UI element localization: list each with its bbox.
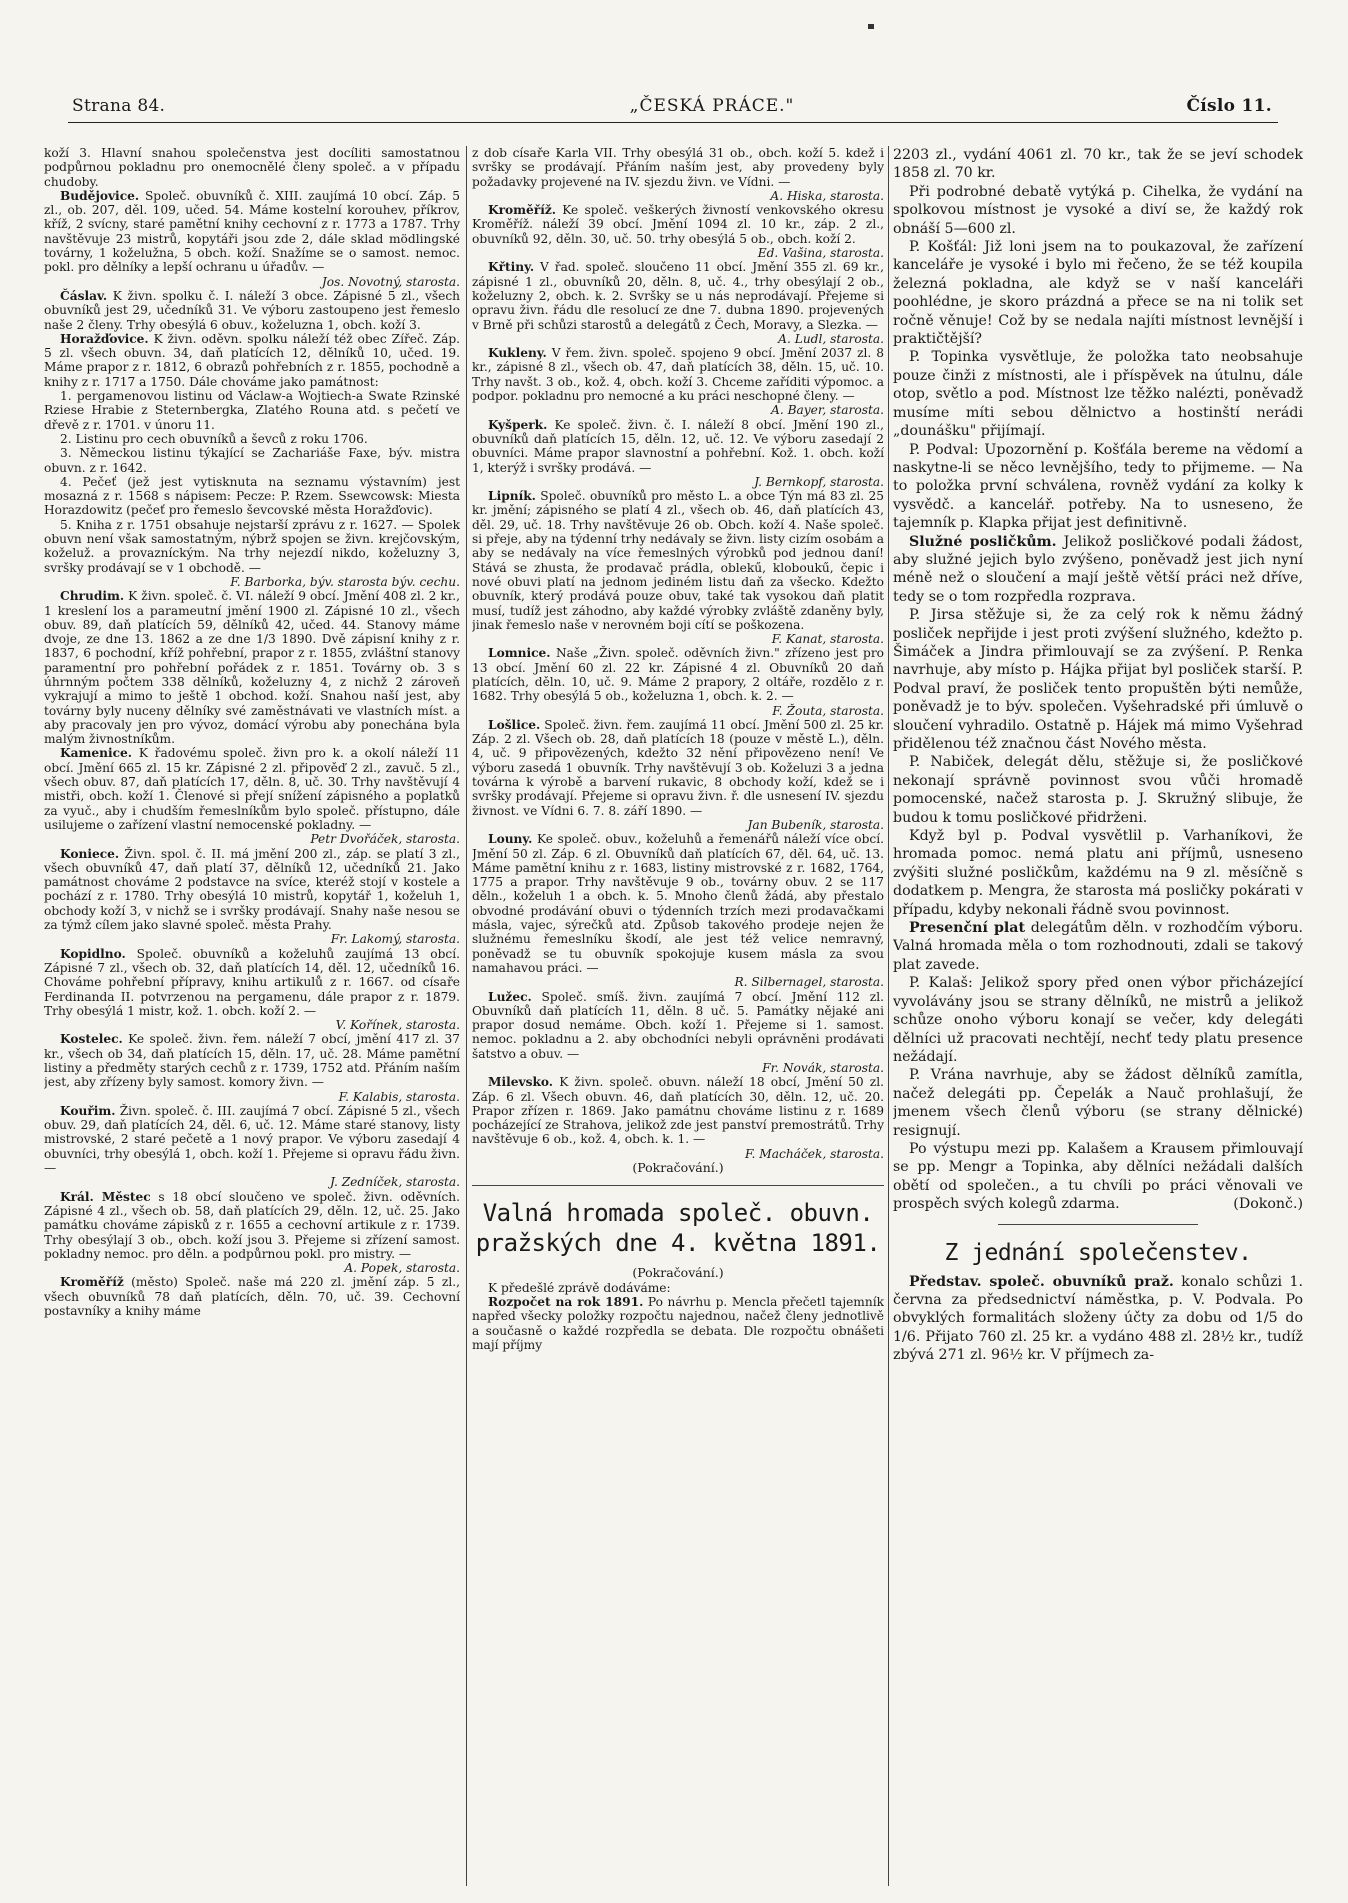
entry-heading: Král. Městec xyxy=(60,1189,151,1204)
paragraph-text: 2203 zl., vydání 4061 zl. 70 kr., tak že se jeví schodek 1858 zl. 70 kr. xyxy=(893,147,1303,182)
entry-heading: Rozpočet na rok 1891. xyxy=(488,1294,644,1309)
entry-heading: Křtiny. xyxy=(488,260,535,275)
article-title: Valná hromada společ. obuvn. pražských dne 4. května 1891. xyxy=(475,1199,881,1258)
entry-heading: Kroměříž xyxy=(60,1275,124,1290)
column-divider-1 xyxy=(466,146,467,1886)
signature: R. Silbernagel, starosta. xyxy=(734,975,884,990)
signature: Jos. Novotný, starosta. xyxy=(321,274,460,289)
paragraph xyxy=(44,1032,460,1089)
paragraph xyxy=(472,418,884,475)
paragraph-text: P. Nabiček, delegát dělu, stěžuje si, že posličkové nekonají správně povinnost svou vůči hromadě pomocenské, načež starosta p. J. Skružný slibuje, že budou k tomu posličkové přidrženi. xyxy=(893,754,1303,826)
entry-heading: Lomnice. xyxy=(488,646,551,661)
entry-heading: Lipník. xyxy=(488,489,536,504)
paragraph-text: P. Podval: Upozornění p. Košťála bereme na vědomí a naskytne-li se něco levnějšího, tedy to přijmeme. — Na to položka první schválena, rovněž vydání za kolky k vysvědč. a kancelář. potřeby. Na to usneseno, že tajemník p. Klapka přijat jest definitivně. xyxy=(893,441,1303,532)
entry-heading: Kukleny. xyxy=(488,346,547,361)
entry-heading: Kopidlno. xyxy=(60,946,126,961)
page-header xyxy=(72,96,1272,120)
signature: Fr. Novák, starosta. xyxy=(762,1061,884,1075)
signature: F. Macháček, starosta. xyxy=(744,1146,884,1161)
signature: A. Bayer, starosta. xyxy=(771,403,884,418)
column-3 xyxy=(893,146,1303,1894)
paragraph-text: Živn. společ. č. III. zaujímá 7 obcí. Zápisné 5 zl., všech obuv. 29, daň platících 24, děl. 6, uč. 12. Máme staré stanovy, listy mistrovské, 2 staré pečetě a 1 nový prapor. Ve výboru zasedají 4 obuvníci, trhy obesýlá 1, obch. koží 1. Přejeme si opravu řádu živn. — xyxy=(44,1103,460,1176)
issue-number: Číslo 11. xyxy=(1186,96,1272,116)
continuation-note: (Pokračování.) xyxy=(632,1160,724,1176)
paragraph-text: Jelikož posličkové podali žádost, aby služné jejich bylo zvýšeno, poněvadž jest jich nyní méně než o sloučení a mají ještě větší práci než dříve, tedy se o tom rozpředla rozprava. xyxy=(893,533,1303,605)
paragraph-text: Živn. spol. č. II. má jmění 200 zl., záp. se platí 3 zl., všech obuvníků 47, daň platí 37, dělníků 12, učedníků 21. Jako památnost chováme 2 podstavce na svíce, kteréž stojí v kostele a pochází z r. 1780. Trhy obesýlá 10 mistrů, kopytář 1, koželuh 1, obchody koží 3, v nichž se i svršky prodávají. Snahy naše nesou se za týmž cílem jako slavné společ. města Prahy. xyxy=(44,846,460,933)
paragraph xyxy=(44,589,460,746)
section-rule xyxy=(998,1224,1198,1225)
section-rule xyxy=(472,1185,884,1186)
column-2 xyxy=(472,146,884,1894)
paragraph xyxy=(44,947,460,1018)
paragraph-text: konalo schůzi 1. června za předsednictví náměstka, p. V. Podvala. Po obvyklých formalitách složeny účty za dobu od 1/5 do 1/6. Přijato 760 zl. 25 kr. a vydáno 488 zl. 28½ kr., tudíž zbývá 271 zl. 96½ kr. V příjmech za- xyxy=(893,1273,1303,1364)
paragraph xyxy=(893,974,1303,1066)
entry-heading: Lošlice. xyxy=(488,717,541,732)
entry-heading: Milevsko. xyxy=(488,1075,554,1090)
signature: F. Žouta, starosta. xyxy=(772,703,884,718)
paragraph-text: Společ. obuvníků a koželuhů zaujímá 13 obcí. Zápisné 7 zl., všech ob. 32, daň platících 14, děl. 12, učedníků 16. Chováme pohřební přípravy, knihu artikulů z r. 1667. od císaře Ferdinanda II. potvrzenou na pergamenu, dále prapor z r. 1879. Trhy obesýlá 1 mistr, kož. 1. obch. koží 2. — xyxy=(44,946,460,1018)
paragraph xyxy=(893,146,1303,183)
signature: Fr. Lakomý, starosta. xyxy=(330,932,460,947)
paragraph-text: Ke společ. živn. č. I. náleží 8 obcí. Jmění 190 zl., obuvníků daň platících 15, děln. 12, uč. 12. Ve výboru zasedají 2 obuvníci. Máme prapor slavnostní a pohřební. Kož. 1. obch. koží 1, kterýž i svršky prodává. — xyxy=(472,417,884,475)
signature: A. Hiska, starosta. xyxy=(770,188,884,203)
paragraph xyxy=(44,1190,460,1261)
paragraph xyxy=(44,189,460,275)
signature: J. Zedníček, starosta. xyxy=(330,1175,460,1190)
paragraph-text: Naše „Živn. společ. oděvních živn." zřízeno jest pro 13 obcí. Jmění 60 zl. 22 kr. Zápisné 4 zl. Obuvníků 20 daň platících, děln. 10, uč. 9. Máme 2 prapory, 2 oltáře, rozdělo z r. 1682. Trhy obesýlá 5 ob., koželuzna 1, obch. k. 2. — xyxy=(472,646,884,704)
section-title: Z jednání společenstev. xyxy=(944,1239,1252,1266)
paragraph xyxy=(472,1295,884,1352)
paragraph-text: K řadovému společ. živn pro k. a okolí náleží 11 obcí. Jmění 665 zl. 15 kr. Zápisné 2 zl. připověď 2 zl., zavuč. 5 zl., všech obuv. 87, daň platících 17, děln. 8, uč. 30. Trhy navštěvují 4 mistři, obch. koží 1. Členové si přejí snížení zápisného a poplatků za vyuč., aby i chudším řemeslníkům bylo společ. přístupno, dále usilujeme o zařízení vlastní nemocenské pokladny. — xyxy=(44,746,460,832)
signature: J. Bernkopf, starosta. xyxy=(754,474,884,489)
paragraph xyxy=(472,346,884,403)
paragraph-text: (město) Společ. naše má 220 zl. jmění záp. 5 zl., všech obuvníků 78 daň platících, děln. 70, uč. 39. Cechovní postavníky a knihy máme xyxy=(44,1275,460,1319)
paragraph-text: s 18 obcí sloučeno ve společ. živn. oděvních. Zápisné 4 zl., všech ob. 58, daň platících 29, děln. 12, uč. 25. Jako památku chováme zápisků z r. 1655 a cechovní artikule z r. 1739. Trhy obesýlají 3 ob., obch. koží jsou 3. Přejeme si zřízení samost. pokladny nemoc. pro děln. a podpůrnou pokl. pro mistry. — xyxy=(44,1189,460,1261)
paragraph-text: Společ. obuvníků č. XIII. zaujímá 10 obcí. Záp. 5 zl., ob. 207, děl. 109, učed. 54. Máme kostelní korouhev, příkrov, kříž, 2 svícny, staré pamětní knihy cechovní z r. 1773 a 1787. Trhy navštěvuje 23 mistrů, kopytáři jsou zde 2, dále sklad mödlingské továrny, 1 koželužna, 5 obch. koží. Snažíme se o samost. nemoc. pokl. pro dělníky a lepší ochranu u úřadův. — xyxy=(44,188,460,275)
paragraph-text: 3. Německou listinu týkající se Zachariáše Faxe, býv. mistra obuvn. z r. 1642. xyxy=(44,446,460,475)
entry-heading: Presenční plat xyxy=(909,920,1026,937)
paragraph xyxy=(44,475,460,518)
paragraph-text: K živn. oděvn. spolku náleží též obec Zířeč. Záp. 5 zl. všech obuvn. 34, daň platících 12, dělníků 10, učed. 19. Máme prapor z r. 1812, 6 obrazů pohřebních z r. 1855, pochodně a knihy z r. 1717 a 1750. Dále chováme jako památnost: xyxy=(44,331,460,389)
paragraph xyxy=(44,1104,460,1175)
paragraph xyxy=(44,389,460,432)
signature: A. Popek, starosta. xyxy=(344,1261,460,1276)
paragraph-text: 5. Kniha z r. 1751 obsahuje nejstarší zprávu z r. 1627. — Spolek obuvn není však samostatným, nýbrž spojen se živn. krejčovským, koželuž. a provazníckým. Na trhy nejezdí nikdo, koželuzny 3, svršky prodávají se v 1 obchodě. — xyxy=(44,517,460,575)
signature: F. Barborka, býv. starosta býv. cechu. xyxy=(230,574,460,589)
paragraph xyxy=(893,1140,1303,1214)
entry-heading: Koniece. xyxy=(60,846,120,861)
paragraph-text: K živn. společ. obuvn. náleží 18 obcí, Jmění 50 zl. Záp. 6 zl. Všech obuvn. 46, daň platících 30, děln. 12, uč. 20. Prapor zřízen r. 1869. Jako památnu chováme listinu z r. 1689 pocházející ze Strahova, jelikož zde jest panství premostrátů. Trhy navštěvuje 6 ob., kož. 4, obch. k. 1. — xyxy=(472,1075,884,1147)
paragraph xyxy=(472,489,884,632)
paragraph-text: K předešlé zprávě dodáváme: xyxy=(488,1280,671,1295)
entry-heading: Představ. společ. obuvníků praž. xyxy=(909,1273,1174,1290)
paragraph xyxy=(44,1275,460,1318)
entry-heading: Kyšperk. xyxy=(488,417,548,432)
paragraph-text: P. Jirsa stěžuje si, že za celý rok k němu žádný posliček nepřijde i jest proti zvýšení služného, kdežto p. Šimáček a Jindra přimlouvají se za zvýšení. P. Renka navrhuje, aby místo p. Hájka přijat byl posliček starší. P. Podval praví, že posliček tento propuštěn býti nemůže, poněvadž je to býv. společen. Vyšehradské při úmluvě o sloučení vyhradilo. Ostatně p. Hájek má mimo Vyšehrad přidělenou též značnou část Nového města. xyxy=(893,607,1303,752)
column-1 xyxy=(44,146,460,1894)
paragraph xyxy=(472,260,884,331)
entry-heading: Louny. xyxy=(488,832,533,847)
paragraph xyxy=(44,518,460,575)
journal-title: „ČESKÁ PRÁCE." xyxy=(629,96,795,116)
column-divider-2 xyxy=(888,146,889,1886)
paragraph-text: V řad. společ. sloučeno 11 obcí. Jmění 355 zl. 69 kr., zápisné 1 zl., obuvníků 20, děln. 8, uč. 4., trhy obesýlají 2 ob., koželuzny 2, obch. k. 2. Svršky se u nás neprodávají. Přejeme si opravu živn. řádu dle resolucí ze dne 7. dubna 1890. projevených v Brně při schůzi starostů a delegátů z Čech, Moravy, a Slezka. — xyxy=(472,260,884,332)
paragraph xyxy=(893,827,1303,919)
paragraph-text: Společ. živn. řem. zaujímá 11 obcí. Jmění 500 zl. 25 kr. Záp. 2 zl. Všech ob. 28, daň platících 18 (pouze v městě L.), děln. 4, uč. 9 připovězených, kdežto 32 nění připovězeno není! Ve výboru zasedá 1 obuvník. Trhy navštěvují 3 ob. Koželuzi 3 a jedna továrna k výrobě a barvení rukavic, 8 obchody koží, kdež se i svršky prodávají. Přejeme si opravu živn. ř. dle usnesení IV. sjezdu živnost. ve Vídni 6. 7. 8. září 1890. — xyxy=(472,717,884,818)
paragraph-text: P. Topinka vysvětluje, že položka tato neobsahuje pouze činži z místnosti, ale i příspěvek na útulnu, dále otop, světlo a pod. Místnost lze těžko nalézti, poněvadž musíme míti sebou dělnictvo a hostinští nerádi „dounášku" přijímají. xyxy=(893,349,1303,440)
paragraph xyxy=(44,146,460,189)
paragraph xyxy=(893,1273,1303,1365)
paragraph-text: P. Košťál: Již loni jsem na to poukazoval, že zařízení kanceláře je vysoké i bylo mi řečeno, že se též koupila železná pokladna, ale když se v naší kanceláři poohlédne, je skoro prázdná a přece se na ni tolik set ročně věnuje! Což by se nedala najíti místnost levnější i praktičtější? xyxy=(893,239,1303,348)
paragraph-text: 2. Listinu pro cech obuvníků a ševců z roku 1706. xyxy=(60,431,368,446)
entry-heading: Budějovice. xyxy=(60,188,140,203)
paragraph xyxy=(472,203,884,246)
signature: Petr Dvořáček, starosta. xyxy=(310,832,460,847)
paragraph-text: V řem. živn. společ. spojeno 9 obcí. Jmění 2037 zl. 8 kr., zápisné 8 zl., všech ob. 47, daň platících 38, děln. 15, uč. 10. Trhy navšt. 3 ob., kož. 4, obch. koží 3. Chceme zaříditi výpomoc. a podpor. pokladnu pro nemocné a ku práci neschopné členy. — xyxy=(472,346,884,404)
paragraph-text: delegátům děln. v rozhodčím výboru. Valná hromada měla o tom rozhodnouti, zdali se takový plat zavede. xyxy=(893,920,1303,973)
entry-heading: Služné posličkům. xyxy=(909,533,1057,550)
print-speck xyxy=(868,24,874,29)
paragraph-text: 1. pergamenovou listinu od Václaw-a Wojtiech-a Swate Rzinské Rziese Hrabie z Steternbergka, Zlatého Rouna atd. s pečetí ve dřevě z r. 1701. v únoru 11. xyxy=(44,389,460,432)
paragraph xyxy=(44,289,460,332)
paragraph xyxy=(893,183,1303,238)
entry-heading: Kroměříž. xyxy=(488,203,557,218)
paragraph-text: z dob císaře Karla VII. Trhy obesýlá 31 ob., obch. koží 5. kdež i svršky se prodávají. Přáním naším jest, aby provedeny byly požadavky projevené na IV. sjezdu živn. ve Vídni. — xyxy=(472,146,884,189)
paragraph-text: Ke společ. veškerých živností venkovského okresu Kroměříž. náleží 39 obcí. Jmění 1094 zl. 10 kr., záp. 2 zl., obuvníků 92, děln. 30, uč. 50. trhy obesýlá 5 ob., obch. koží 2. xyxy=(472,203,884,246)
entry-heading: Kouřim. xyxy=(60,1103,116,1118)
paragraph xyxy=(472,990,884,1061)
paragraph xyxy=(44,746,460,832)
signature: Jan Bubeník, starosta. xyxy=(747,817,884,832)
paragraph-text: Když byl p. Podval vysvětlil p. Varhaníkovi, že hromada pomoc. nemá platu ani příjmů, usneseno zvýšiti služné posličkům, každému na 9 zl. měsíčně s dodatkem p. Mengra, že starosta má posličky pokárati v případu, kdyby nekonali řádně svou povinnost. xyxy=(893,828,1303,918)
paragraph xyxy=(472,1075,884,1146)
signature: Ed. Vašina, starosta. xyxy=(757,246,884,261)
paragraph xyxy=(893,348,1303,440)
paragraph-text: P. Kalaš: Jelikož spory před onen výbor přicházející vyvolávány jsou se strany dělníků, ne mistrů a jelikož schůze onoho výboru konají se večer, kdy delegáti dělníci už pracovati nechtějí, nechť tedy platu presence nežádají. xyxy=(893,975,1303,1065)
paragraph-text: Při podrobné debatě vytýká p. Cihelka, že vydání na spolkovou místnost je vysoké a diví se, že každý rok obnáší 5—600 zl. xyxy=(893,183,1303,237)
paragraph-text: Společ. obuvníků pro město L. a obce Týn má 83 zl. 25 kr. jmění; zápisného se platí 4 zl., všech ob. 46, daň platících 43, děl. 29, uč. 18. Trhy navštěvuje 26 ob. Obch. koží 4. Naše společ. si přeje, aby na týdenní trhy nedávaly se živn. listy cizím osobám a aby se nedávaly na více řemeslných výrobků pod jednou daní! Stává se zhusta, že prodavač prádla, oblekű, kloboukű, čepic i nové obuvi platí na jednom jediném listu daň za všecko. Kdežto obuvník, který prodává pouze obuv, také tak vysokou daň platit musí, tudíž jest záhodno, aby každé výrobky zvláště zdaněny byly, jinak řemeslo naše v nerovném boji cítí se poškozena. xyxy=(472,489,884,632)
entry-heading: Chrudim. xyxy=(60,589,125,604)
paragraph xyxy=(893,238,1303,348)
paragraph xyxy=(44,446,460,475)
signature: F. Kanat, starosta. xyxy=(771,632,884,647)
paragraph-text: P. Vrána navrhuje, aby se žádost dělníků zamítla, načež delegáti pp. Čepelák a Nauč prohlašují, že jmenem všech členů výboru (se strany dělnické) resignují. xyxy=(893,1067,1303,1139)
paragraph xyxy=(893,753,1303,827)
paragraph xyxy=(472,1281,884,1295)
paragraph xyxy=(893,1066,1303,1140)
continuation-mark: (Dokonč.) xyxy=(1233,1196,1303,1213)
paragraph xyxy=(472,646,884,703)
paragraph-text: koží 3. Hlavní snahou společenstva jest docíliti samostatnou podpůrnou pokladnu pro onemocnělé členy společ. a v případu chudoby. xyxy=(44,146,460,189)
entry-heading: Kamenice. xyxy=(60,746,133,761)
paragraph-text: Ke společ. obuv., koželuhů a řemenářů náleží více obcí. Jmění 50 zl. Záp. 6 zl. Obuvníků daň platících 67, děl. 64, uč. 13. Máme pamětní knihu z r. 1683, listiny mistrovské z r. 1682, 1764, 1775 a prapor. Trhy navštěvuje 9 ob., továrny obuv. 2 se 117 děln., koželuh 1 a obch. k. 5. Mnoho členů žádá, aby přestalo obvodné prodávání obuvi o týdenních trzích mezi prodavačkami másla, vajec, sýrečků atd. Způsob takového prodeje nejen že služnému řemeslníku škodí, ale jest též velice nemravný, poněvadž se tu obuvník spokojuje kusem másla za svou namahavou práci. — xyxy=(472,832,884,975)
entry-heading: Čáslav. xyxy=(60,288,108,303)
paragraph xyxy=(472,146,884,189)
paragraph xyxy=(44,847,460,933)
paragraph xyxy=(893,606,1303,753)
paragraph xyxy=(893,441,1303,533)
signature: A. Ludl, starosta. xyxy=(778,331,884,346)
paragraph-text: Ke společ. živn. řem. náleží 7 obcí, jmění 417 zl. 37 kr., všech ob 34, daň platících 15, děln. 17, uč. 28. Máme pamětní listiny a předměty starých cechů z r. 1739, 1752 atd. Přáním naším jest, aby zřízeny byly samost. komory živn. — xyxy=(44,1032,460,1090)
entry-heading: Kostelec. xyxy=(60,1032,123,1047)
paragraph xyxy=(893,533,1303,607)
continuation-note: (Pokračování.) xyxy=(632,1265,724,1281)
paragraph xyxy=(44,332,460,389)
entry-heading: Horažďovice. xyxy=(60,331,149,346)
paragraph xyxy=(893,919,1303,974)
paragraph-text: 4. Pečeť (jež jest vytisknuta na seznamu výstavním) jest mosazná z r. 1568 s nápisem: Pecze: P. Rzem. Ssewcowsk: Miesta Horazdowitz (pečeť pro řemeslo ševcovské města Horažďovic). xyxy=(44,474,460,518)
paragraph-text: Společ. smíš. živn. zaujímá 7 obcí. Jmění 112 zl. Obuvníků daň platících 11, děln. 8 uč. 5. Památky nějaké ani prapor dosud nemáme. Obch. koží 1. Přejeme si 1. samost. nemoc. pokladnu a 2. aby obchodníci nebyli oprávněni prodávati šatstvo a obuv. — xyxy=(472,989,884,1061)
paragraph-text: K živn. spolku č. I. náleží 3 obce. Zápisné 5 zl., všech obuvníků jest 29, učedníků 31. Ve výboru zastoupeno jest řemeslo naše 2 členy. Trhy obesýlá 6 obuv., koželuzna 1, obch. koží 3. xyxy=(44,288,460,332)
entry-heading: Lužec. xyxy=(488,989,532,1004)
header-rule xyxy=(68,122,1278,123)
signature: V. Kořínek, starosta. xyxy=(335,1018,460,1033)
signature: F. Kalabis, starosta. xyxy=(338,1089,460,1104)
paragraph-text: Po výstupu mezi pp. Kalašem a Krausem přimlouvají se pp. Mengr a Topinka, aby dělníci nežádali dalších obětí od společen., a tu chvíli po práci věnovali ve prospěch svých kolegů zdarma. xyxy=(893,1140,1303,1213)
paragraph-text: Po návrhu p. Mencla přečetl tajemník napřed všecky položky rozpočtu najednou, načež členy jednotlivě a současně o každé rozpředla se debata. Dle rozpočtu obnášeti mají příjmy xyxy=(472,1294,884,1352)
paragraph xyxy=(44,432,460,446)
paragraph xyxy=(472,832,884,975)
page-number: Strana 84. xyxy=(72,96,166,116)
paragraph-text: K živn. společ. č. VI. náleží 9 obcí. Jmění 408 zl. 2 kr., 1 kreslení los a parameutní jmění 1900 zl. Zápisné 10 zl., všech obuv. 89, daň platících 59, dělníků 42, učed. 44. Stanovy máme dvoje, ze dne 13. 1862 a ze dne 1/3 1890. Dvě zápisní knihy z r. 1837, 6 pochodní, kříž pohřební, prapor z r. 1855, zvláštní stanovy paramentní pro pohřební pořádek z r. 1851. Továrny ob. 3 s úhrnným počtem 338 dělníků, koželuzny 4, z nichž 2 zároveň vykrajují a mimo to ještě 1 obchod. koží. Snahou naší jest, aby továrny byly nuceny dělníky své zaměstnávati ve vlastních míst. a aby pracovaly jen pro vývoz, domácí výrobu aby ponechána byla malým živnostníkům. xyxy=(44,589,460,747)
paragraph xyxy=(472,718,884,818)
